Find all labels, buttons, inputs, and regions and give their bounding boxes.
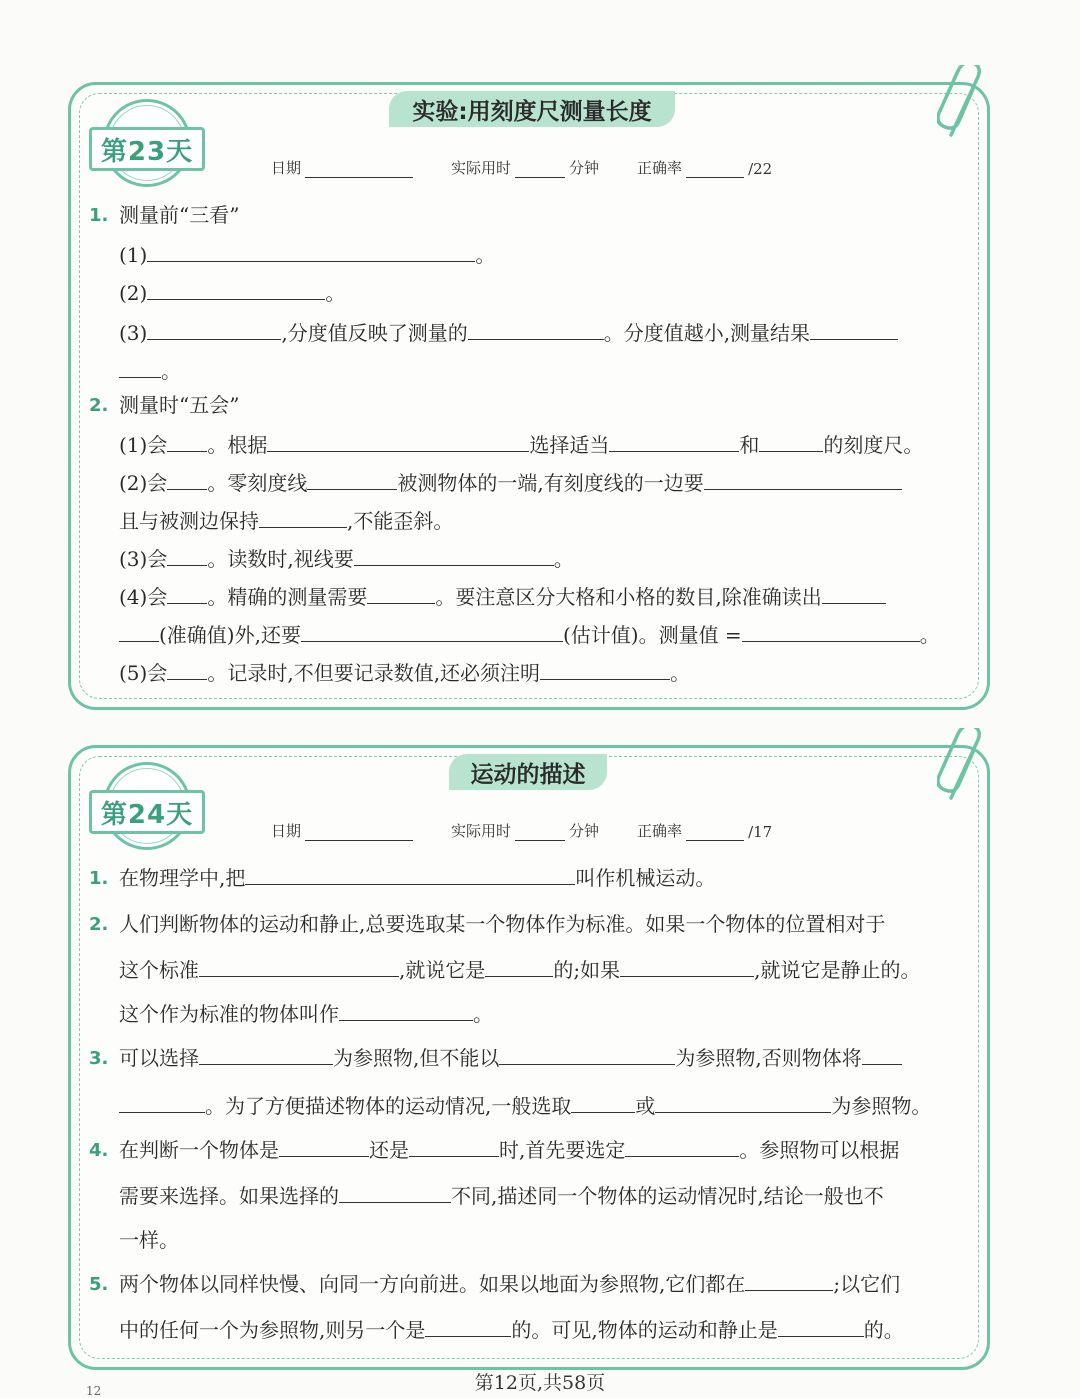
answer-blank[interactable] bbox=[468, 321, 604, 340]
answer-blank[interactable] bbox=[279, 1138, 369, 1157]
q1-line: 在物理学中,把 叫作机械运动。 bbox=[119, 866, 716, 890]
answer-blank[interactable] bbox=[147, 321, 281, 340]
time-blank[interactable] bbox=[515, 826, 565, 841]
q3-line2: 。为了方便描述物体的运动情况,一般选取 或 为参照物。 bbox=[119, 1094, 969, 1118]
question-stem: 测量时“五会” bbox=[119, 393, 240, 417]
q1-item3-cont: 。 bbox=[119, 359, 969, 383]
answer-blank[interactable] bbox=[745, 1272, 833, 1291]
day-badge bbox=[89, 97, 209, 197]
date-label: 日期 bbox=[271, 822, 302, 840]
question-stem: 测量前“三看” bbox=[119, 203, 240, 227]
answer-blank[interactable] bbox=[354, 547, 554, 566]
section-title: 运动的描述 bbox=[449, 754, 607, 790]
q2-line2: 这个标准 ,就说它是 的;如果 ,就说它是静止的。 bbox=[119, 958, 921, 982]
date-label: 日期 bbox=[271, 159, 302, 177]
time-blank[interactable] bbox=[515, 163, 565, 178]
question-number: 4. bbox=[89, 1140, 109, 1161]
q5-line1: 两个物体以同样快慢、向同一方向前进。如果以地面为参照物,它们都在 ;以它们 bbox=[119, 1272, 901, 1296]
q2-item4: (4)会 。精确的测量需要 。要注意区分大格和小格的数目,除准确读出 bbox=[119, 585, 969, 609]
minute-label: 分钟 bbox=[569, 822, 600, 840]
q4-line2: 需要来选择。如果选择的 不同,描述同一个物体的运动情况时,结论一般也不 bbox=[119, 1184, 884, 1208]
q2-line1: 人们判断物体的运动和静止,总要选取某一个物体作为标准。如果一个物体的位置相对于 bbox=[119, 912, 886, 936]
answer-blank[interactable] bbox=[147, 281, 325, 300]
page-footer: 第12页,共58页 bbox=[474, 1372, 606, 1394]
question-number: 3. bbox=[89, 1048, 109, 1069]
time-label: 实际用时 bbox=[451, 822, 512, 840]
q4-line3: 一样。 bbox=[119, 1228, 179, 1252]
question-number: 1. bbox=[89, 205, 109, 226]
accuracy-label: 正确率 bbox=[637, 822, 683, 840]
answer-blank[interactable] bbox=[540, 661, 670, 680]
answer-blank[interactable] bbox=[499, 1046, 675, 1065]
answer-blank[interactable] bbox=[147, 243, 475, 262]
answer-blank[interactable] bbox=[625, 1138, 739, 1157]
answer-blank[interactable] bbox=[307, 471, 397, 490]
answer-blank[interactable] bbox=[259, 509, 347, 528]
total-count: /22 bbox=[748, 160, 773, 178]
accuracy-blank[interactable] bbox=[686, 826, 744, 841]
meta-row bbox=[271, 820, 772, 841]
date-blank[interactable] bbox=[305, 826, 413, 841]
answer-blank[interactable] bbox=[367, 585, 435, 604]
date-blank[interactable] bbox=[305, 163, 413, 178]
answer-blank[interactable] bbox=[119, 623, 159, 642]
answer-blank[interactable] bbox=[167, 433, 207, 452]
answer-blank[interactable] bbox=[339, 1002, 473, 1021]
answer-blank[interactable] bbox=[119, 1094, 205, 1113]
q2-item2-cont: 且与被测边保持 ,不能歪斜。 bbox=[119, 509, 454, 533]
day-badge bbox=[89, 760, 209, 860]
answer-blank[interactable] bbox=[167, 471, 207, 490]
answer-blank[interactable] bbox=[409, 1138, 499, 1157]
paperclip-icon bbox=[937, 728, 989, 808]
answer-blank[interactable] bbox=[759, 433, 823, 452]
total-count: /17 bbox=[748, 823, 773, 841]
answer-blank[interactable] bbox=[571, 1094, 635, 1113]
meta-row bbox=[271, 157, 772, 178]
answer-blank[interactable] bbox=[119, 359, 161, 378]
day24-card bbox=[68, 745, 990, 1370]
q2-item4-cont: (准确值)外,还要 (估计值)。测量值 = 。 bbox=[119, 623, 969, 647]
day-number: 第23天 bbox=[89, 127, 205, 171]
answer-blank[interactable] bbox=[620, 958, 754, 977]
answer-blank[interactable] bbox=[167, 585, 207, 604]
answer-blank[interactable] bbox=[167, 547, 207, 566]
answer-blank[interactable] bbox=[425, 1318, 511, 1337]
q3-line1: 可以选择 为参照物,但不能以 为参照物,否则物体将 bbox=[119, 1046, 969, 1070]
answer-blank[interactable] bbox=[167, 661, 207, 680]
answer-blank[interactable] bbox=[609, 433, 739, 452]
answer-blank[interactable] bbox=[199, 1046, 333, 1065]
time-label: 实际用时 bbox=[451, 159, 512, 177]
day23-card bbox=[68, 82, 990, 710]
q2-item1: (1)会 。根据 选择适当 和 的刻度尺。 bbox=[119, 433, 924, 457]
q2-line3: 这个作为标准的物体叫作 。 bbox=[119, 1002, 493, 1026]
answer-blank[interactable] bbox=[199, 958, 399, 977]
section-title: 实验:用刻度尺测量长度 bbox=[389, 91, 675, 127]
answer-blank[interactable] bbox=[245, 866, 575, 885]
answer-blank[interactable] bbox=[655, 1094, 831, 1113]
accuracy-label: 正确率 bbox=[637, 159, 683, 177]
q2-item5: (5)会 。记录时,不但要记录数值,还必须注明 。 bbox=[119, 661, 691, 685]
answer-blank[interactable] bbox=[485, 958, 553, 977]
q1-item3: (3) ,分度值反映了测量的 。分度值越小,测量结果 bbox=[119, 321, 969, 345]
q1-item2: (2) 。 bbox=[119, 281, 346, 305]
page-number-mark: 12 bbox=[86, 1384, 102, 1398]
question-number: 2. bbox=[89, 914, 109, 935]
question-number: 5. bbox=[89, 1274, 109, 1295]
answer-blank[interactable] bbox=[778, 1318, 864, 1337]
q5-line2: 中的任何一个为参照物,则另一个是 的。可见,物体的运动和静止是 的。 bbox=[119, 1318, 904, 1342]
q4-line1: 在判断一个物体是 还是 时,首先要选定 。参照物可以根据 bbox=[119, 1138, 900, 1162]
q2-item2: (2)会 。零刻度线 被测物体的一端,有刻度线的一边要 bbox=[119, 471, 969, 495]
question-number: 1. bbox=[89, 868, 109, 889]
answer-blank[interactable] bbox=[339, 1184, 451, 1203]
answer-blank[interactable] bbox=[704, 471, 902, 490]
answer-blank[interactable] bbox=[810, 321, 898, 340]
answer-blank[interactable] bbox=[742, 623, 920, 642]
accuracy-blank[interactable] bbox=[686, 163, 744, 178]
minute-label: 分钟 bbox=[569, 159, 600, 177]
answer-blank[interactable] bbox=[301, 623, 563, 642]
q1-item1: (1) 。 bbox=[119, 243, 496, 267]
answer-blank[interactable] bbox=[267, 433, 529, 452]
answer-blank[interactable] bbox=[862, 1046, 902, 1065]
question-number: 2. bbox=[89, 395, 109, 416]
answer-blank[interactable] bbox=[822, 585, 886, 604]
paperclip-icon bbox=[937, 65, 989, 145]
q2-item3: (3)会 。读数时,视线要 。 bbox=[119, 547, 574, 571]
day-number: 第24天 bbox=[89, 790, 205, 834]
